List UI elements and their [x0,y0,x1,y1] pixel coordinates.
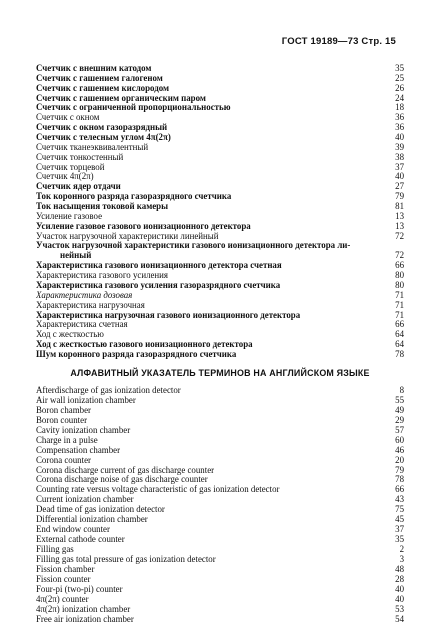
index-term-text: External cathode counter [36,535,125,545]
index-term-text: 4π(2π) counter [36,594,89,604]
index-term [36,535,389,545]
ru-index-row [36,163,404,173]
index-term-text: Шум коронного разряда газоразрядного счетчика [36,349,237,359]
index-page-number: 27 [395,181,404,192]
index-page-number: 35 [395,534,404,545]
index-term [36,291,389,301]
en-index-row [36,525,404,535]
index-term [36,271,389,281]
index-term-text: Counting rate versus voltage characteristic of gas ionization detector [36,485,280,495]
index-term [36,202,389,212]
index-term-text: Corona discharge noise of gas discharge counter [36,475,208,485]
index-page-number: 43 [395,494,404,505]
index-term-text: Corona discharge current of gas discharge counter [36,465,215,475]
index-page-number: 28 [395,573,404,584]
en-index-row [36,416,404,426]
index-page-number: 36 [395,112,404,123]
index-term [36,386,394,396]
index-term-text: 4π(2π) ionization chamber [36,604,131,614]
index-term [36,416,389,426]
ru-index-row [36,123,404,133]
index-term-text: Ход с жесткостью газового ионизационного детектора [36,340,253,350]
index-term-text: Счетчик 4π(2π) [36,172,94,182]
index-term [36,396,389,406]
index-page-number: 66 [395,484,404,495]
index-term-text: Счетчик ядер отдачи [36,182,121,192]
en-index-row [36,585,404,595]
index-page-number: 2 [399,544,404,554]
index-term-text: Характеристика дозовая [36,290,133,300]
en-index-row [36,515,404,525]
index-term [36,103,389,113]
ru-index-row [36,113,404,123]
index-page-number: 55 [395,394,404,405]
ru-index-row [36,350,404,360]
index-term-text: Boron chamber [36,405,91,415]
index-term [36,495,389,505]
index-page-number: 78 [395,474,404,485]
russian-term-index [36,64,404,360]
index-term [36,515,389,525]
index-term-text: Filling gas [36,545,74,554]
index-page-number: 25 [395,72,404,83]
index-page-number: 64 [395,329,404,340]
index-term [36,426,389,436]
index-term-text: Счетчик с окном [36,113,100,123]
index-term-text: Характеристика нагрузочная [36,300,145,310]
index-page-number: 80 [395,270,404,281]
ru-index-row [36,301,404,311]
index-term [36,320,389,330]
index-term-text: Ход с жесткостью [36,330,104,340]
index-page-number: 24 [395,92,404,103]
index-term-text: Участок нагрузочной характеристики линейный [36,231,219,241]
index-term [36,330,389,340]
ru-index-row [36,202,404,212]
index-term-text: Счетчик с гашением галогеном [36,73,163,83]
index-page-number: 29 [395,414,404,425]
index-term-text: Four-pi (two-pi) counter [36,584,123,594]
index-term [36,575,389,585]
index-page-number: 71 [395,309,404,320]
index-page-number: 40 [395,171,404,182]
english-term-index [36,386,404,625]
index-term [36,301,389,311]
index-term [36,123,389,133]
index-term-text: Счетчик с гашением кислородом [36,83,170,93]
index-term [36,406,389,416]
ru-index-row [36,311,404,321]
index-page-number: 57 [395,424,404,435]
index-term [36,456,389,466]
index-term [36,163,389,173]
index-page-number: 8 [399,385,404,395]
en-index-row [36,495,404,505]
en-index-row [36,456,404,466]
en-index-row [36,595,404,605]
ru-index-row [36,192,404,202]
index-page-number: 40 [395,583,404,594]
en-index-row [36,406,404,416]
en-index-row [36,555,404,565]
index-page-number: 3 [399,553,404,564]
en-index-row [36,565,404,575]
en-index-row [36,446,404,456]
en-index-row [36,535,404,545]
ru-index-row [36,94,404,104]
index-page-number: 37 [395,161,404,172]
index-term [36,466,389,476]
ru-index-row [36,222,404,232]
index-term-text: Air wall ionization chamber [36,395,136,405]
index-term-text: Характеристика газового усиления газоразрядного счетчика [36,280,281,290]
index-term [36,241,389,261]
index-term-text: Differential ionization chamber [36,515,148,525]
en-index-row [36,426,404,436]
index-term [36,436,389,446]
ru-index-row [36,281,404,291]
index-page-number: 38 [395,151,404,162]
english-index-title: АЛФАВИТНЫЙ УКАЗАТЕЛЬ ТЕРМИНОВ НА АНГЛИЙСКОМ ЯЗЫКЕ [70,368,370,378]
index-term-text: Счетчик торцевой [36,162,105,172]
index-term-text: Счетчик с гашением органическим паром [36,93,206,103]
index-term [36,64,389,74]
index-term-continuation: нейный [60,250,92,261]
ru-index-row [36,133,404,143]
index-term-text: Fission counter [36,574,91,584]
en-index-row [36,436,404,446]
index-page-number: 13 [395,210,404,221]
index-page-number: 37 [395,524,404,535]
en-index-row [36,505,404,515]
ru-index-row [36,74,404,84]
index-page-number: 79 [395,464,404,475]
ru-index-row [36,64,404,74]
index-term [36,475,389,485]
index-term-text: Filling gas total pressure of gas ionization detector [36,554,216,564]
index-term [36,281,389,291]
index-term [36,585,389,595]
index-page-number: 66 [395,260,404,271]
index-page-number: 40 [395,593,404,604]
en-index-row [36,575,404,585]
index-page-number: 71 [395,299,404,310]
en-index-row [36,466,404,476]
index-term [36,153,389,163]
index-term-text: Boron counter [36,415,88,425]
index-term-text: Free air ionization chamber [36,614,134,624]
index-term [36,545,394,555]
index-term-text: Corona counter [36,455,91,465]
index-page-number: 81 [395,201,404,212]
index-term-text: Усиление газовое газового ионизационного детектора [36,221,251,231]
en-index-row [36,386,404,396]
ru-index-row [36,320,404,330]
ru-index-row [36,330,404,340]
index-term-text: Характеристика счетная [36,320,128,330]
page-header: ГОСТ 19189—73 Стр. 15 [281,36,396,47]
ru-index-row [36,182,404,192]
index-page-number: 54 [395,613,404,624]
index-term [36,84,389,94]
en-index-row [36,475,404,485]
index-page-number: 60 [395,434,404,445]
index-term [36,74,389,84]
index-page-number: 79 [395,191,404,202]
en-index-row [36,545,404,555]
index-term-text: Характеристика газового усиления [36,271,169,281]
index-term-text: Счетчик с внешним катодом [36,64,152,73]
ru-index-row [36,261,404,271]
index-term-text: Cavity ionization chamber [36,425,131,435]
index-page-number: 48 [395,563,404,574]
ru-index-row [36,172,404,182]
index-term [36,605,389,615]
index-page-number: 13 [395,220,404,231]
index-term [36,525,389,535]
index-term-text: Afterdischarge of gas ionization detector [36,386,181,395]
ru-index-row [36,271,404,281]
index-term [36,172,389,182]
en-index-row [36,615,404,625]
index-term [36,555,394,565]
index-term [36,222,389,232]
index-term-text: Fission chamber [36,564,95,574]
index-term-text: Счетчик тонкостенный [36,152,124,162]
index-term [36,232,389,242]
index-page-number: 26 [395,82,404,93]
ru-index-row [36,340,404,350]
index-term [36,212,389,222]
index-page-number: 36 [395,122,404,133]
ru-index-row [36,143,404,153]
index-page-number: 71 [395,289,404,300]
index-page-number: 39 [395,141,404,152]
index-page-number: 45 [395,514,404,525]
index-term-text: Счетчик с ограниченной пропорциональностью [36,103,231,113]
index-page-number: 20 [395,454,404,465]
index-term [36,565,389,575]
index-page-number: 49 [395,404,404,415]
index-term [36,505,389,515]
index-term [36,311,389,321]
index-term [36,94,389,104]
index-page-number: 35 [395,63,404,73]
index-term [36,113,389,123]
index-term-text: Усиление газовое [36,211,103,221]
index-term [36,261,389,271]
ru-index-row [36,241,404,261]
index-term-text: End window counter [36,525,110,535]
index-term-text: Dead time of gas ionization detector [36,505,165,515]
index-page-number: 64 [395,339,404,350]
index-page-number: 80 [395,279,404,290]
index-term-text: Участок нагрузочной характеристики газового ионизационного детектора ли- [36,241,351,251]
en-index-row [36,605,404,615]
ru-index-row [36,212,404,222]
index-term [36,143,389,153]
index-term-text: Ток насыщения токовой камеры [36,202,169,212]
index-page-number: 46 [395,444,404,455]
index-page-number: 72 [395,250,404,261]
en-index-row [36,485,404,495]
ru-index-row [36,291,404,301]
index-term-text: Счетчик с телесным углом 4π(2π) [36,133,171,143]
index-term-text: Compensation chamber [36,445,121,455]
ru-index-row [36,84,404,94]
ru-index-row [36,103,404,113]
index-term-text: Счетчик с окном газоразрядный [36,123,168,133]
index-page-number: 53 [395,603,404,614]
en-index-row [36,396,404,406]
index-page-number: 66 [395,319,404,330]
index-term [36,133,389,143]
index-term [36,182,389,192]
index-term-text: Charge in a pulse [36,435,98,445]
index-term-text: Current ionization chamber [36,495,134,505]
index-term [36,350,389,360]
index-page-number: 75 [395,504,404,515]
index-term [36,595,389,605]
index-term-text: Характеристика газового ионизационного детектора счетная [36,261,282,271]
ru-index-row [36,153,404,163]
index-term-text: Ток коронного разряда газоразрядного счетчика [36,192,232,202]
index-term [36,446,389,456]
index-page-number: 40 [395,132,404,143]
index-term [36,192,389,202]
index-term [36,615,389,625]
index-page-number: 18 [395,102,404,113]
index-term-text: Счетчик тканеэквивалентный [36,142,149,152]
index-term [36,485,389,495]
index-term-text: Характеристика нагрузочная газового ионизационного детектора [36,310,301,320]
index-page-number: 78 [395,348,404,359]
index-page-number: 72 [395,230,404,241]
index-term [36,340,389,350]
ru-index-row [36,232,404,242]
